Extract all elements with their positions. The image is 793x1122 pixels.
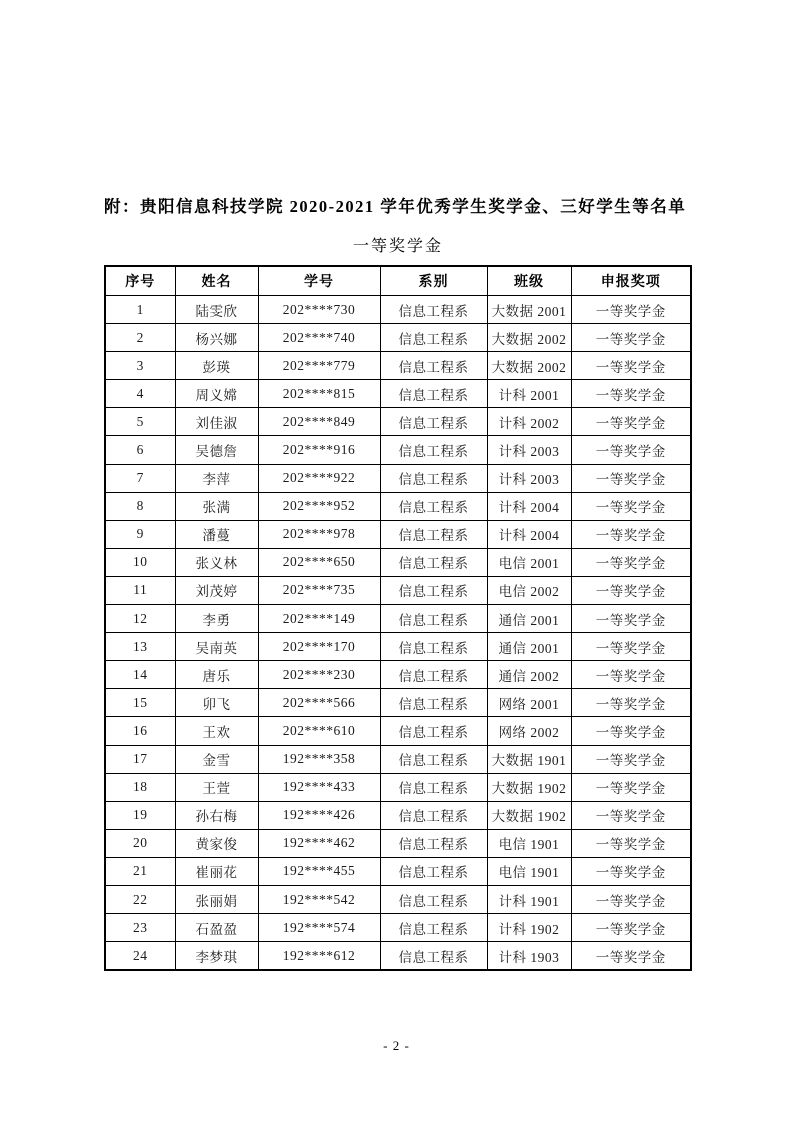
cell-student-id: 202****922 bbox=[258, 464, 380, 492]
cell-department: 信息工程系 bbox=[380, 857, 487, 885]
cell-name: 卯飞 bbox=[175, 689, 258, 717]
cell-name: 刘佳淑 bbox=[175, 408, 258, 436]
column-header-department: 系别 bbox=[380, 266, 487, 296]
cell-student-id: 192****542 bbox=[258, 885, 380, 913]
cell-class: 计科 2002 bbox=[487, 408, 571, 436]
cell-class: 网络 2002 bbox=[487, 717, 571, 745]
cell-index: 4 bbox=[105, 380, 175, 408]
cell-index: 19 bbox=[105, 801, 175, 829]
cell-index: 18 bbox=[105, 773, 175, 801]
cell-index: 7 bbox=[105, 464, 175, 492]
cell-class: 电信 2002 bbox=[487, 576, 571, 604]
cell-name: 彭瑛 bbox=[175, 352, 258, 380]
cell-index: 8 bbox=[105, 492, 175, 520]
cell-student-id: 202****735 bbox=[258, 576, 380, 604]
table-row bbox=[105, 352, 691, 380]
column-header-class: 班级 bbox=[487, 266, 571, 296]
cell-department: 信息工程系 bbox=[380, 296, 487, 324]
table-row bbox=[105, 857, 691, 885]
cell-department: 信息工程系 bbox=[380, 548, 487, 576]
cell-student-id: 202****815 bbox=[258, 380, 380, 408]
cell-student-id: 192****433 bbox=[258, 773, 380, 801]
cell-index: 13 bbox=[105, 633, 175, 661]
cell-index: 14 bbox=[105, 661, 175, 689]
column-header-award: 申报奖项 bbox=[571, 266, 691, 296]
table-row bbox=[105, 829, 691, 857]
cell-name: 潘蔓 bbox=[175, 520, 258, 548]
cell-student-id: 202****230 bbox=[258, 661, 380, 689]
cell-index: 17 bbox=[105, 745, 175, 773]
cell-index: 21 bbox=[105, 857, 175, 885]
cell-department: 信息工程系 bbox=[380, 942, 487, 971]
table-row bbox=[105, 492, 691, 520]
cell-index: 20 bbox=[105, 829, 175, 857]
cell-department: 信息工程系 bbox=[380, 436, 487, 464]
cell-award: 一等奖学金 bbox=[571, 717, 691, 745]
cell-award: 一等奖学金 bbox=[571, 773, 691, 801]
table-body bbox=[105, 296, 691, 971]
cell-name: 孙右梅 bbox=[175, 801, 258, 829]
cell-class: 大数据 2001 bbox=[487, 296, 571, 324]
cell-award: 一等奖学金 bbox=[571, 633, 691, 661]
cell-class: 通信 2002 bbox=[487, 661, 571, 689]
cell-award: 一等奖学金 bbox=[571, 885, 691, 913]
table-row bbox=[105, 548, 691, 576]
cell-index: 11 bbox=[105, 576, 175, 604]
cell-name: 陆雯欣 bbox=[175, 296, 258, 324]
cell-department: 信息工程系 bbox=[380, 661, 487, 689]
cell-award: 一等奖学金 bbox=[571, 408, 691, 436]
cell-index: 22 bbox=[105, 885, 175, 913]
cell-class: 计科 2001 bbox=[487, 380, 571, 408]
cell-class: 计科 1902 bbox=[487, 914, 571, 942]
cell-class: 电信 2001 bbox=[487, 548, 571, 576]
cell-name: 杨兴娜 bbox=[175, 324, 258, 352]
cell-class: 大数据 1901 bbox=[487, 745, 571, 773]
cell-award: 一等奖学金 bbox=[571, 605, 691, 633]
cell-student-id: 202****730 bbox=[258, 296, 380, 324]
cell-class: 计科 1903 bbox=[487, 942, 571, 971]
cell-name: 崔丽花 bbox=[175, 857, 258, 885]
cell-name: 王欢 bbox=[175, 717, 258, 745]
cell-student-id: 202****779 bbox=[258, 352, 380, 380]
cell-class: 通信 2001 bbox=[487, 605, 571, 633]
cell-department: 信息工程系 bbox=[380, 408, 487, 436]
cell-name: 黄家俊 bbox=[175, 829, 258, 857]
cell-index: 9 bbox=[105, 520, 175, 548]
table-row bbox=[105, 885, 691, 913]
cell-student-id: 202****740 bbox=[258, 324, 380, 352]
table-row bbox=[105, 605, 691, 633]
cell-award: 一等奖学金 bbox=[571, 661, 691, 689]
cell-department: 信息工程系 bbox=[380, 324, 487, 352]
table-row bbox=[105, 324, 691, 352]
cell-department: 信息工程系 bbox=[380, 520, 487, 548]
cell-index: 2 bbox=[105, 324, 175, 352]
cell-student-id: 202****916 bbox=[258, 436, 380, 464]
cell-department: 信息工程系 bbox=[380, 914, 487, 942]
cell-student-id: 202****610 bbox=[258, 717, 380, 745]
table-row bbox=[105, 520, 691, 548]
cell-index: 12 bbox=[105, 605, 175, 633]
cell-class: 大数据 1902 bbox=[487, 773, 571, 801]
table-row bbox=[105, 436, 691, 464]
cell-award: 一等奖学金 bbox=[571, 829, 691, 857]
table-row bbox=[105, 633, 691, 661]
cell-class: 大数据 2002 bbox=[487, 324, 571, 352]
cell-student-id: 202****849 bbox=[258, 408, 380, 436]
table-row bbox=[105, 464, 691, 492]
cell-index: 1 bbox=[105, 296, 175, 324]
cell-class: 电信 1901 bbox=[487, 829, 571, 857]
cell-department: 信息工程系 bbox=[380, 801, 487, 829]
cell-student-id: 192****462 bbox=[258, 829, 380, 857]
cell-name: 李勇 bbox=[175, 605, 258, 633]
table-row bbox=[105, 380, 691, 408]
cell-student-id: 202****952 bbox=[258, 492, 380, 520]
cell-student-id: 202****170 bbox=[258, 633, 380, 661]
cell-department: 信息工程系 bbox=[380, 633, 487, 661]
cell-award: 一等奖学金 bbox=[571, 857, 691, 885]
table-row bbox=[105, 773, 691, 801]
cell-name: 王萱 bbox=[175, 773, 258, 801]
cell-department: 信息工程系 bbox=[380, 689, 487, 717]
cell-student-id: 202****566 bbox=[258, 689, 380, 717]
document-title: 附：贵阳信息科技学院 2020-2021 学年优秀学生奖学金、三好学生等名单 bbox=[104, 197, 687, 216]
cell-class: 计科 2004 bbox=[487, 492, 571, 520]
cell-award: 一等奖学金 bbox=[571, 464, 691, 492]
cell-department: 信息工程系 bbox=[380, 885, 487, 913]
cell-department: 信息工程系 bbox=[380, 745, 487, 773]
cell-name: 刘茂婷 bbox=[175, 576, 258, 604]
cell-department: 信息工程系 bbox=[380, 492, 487, 520]
cell-student-id: 202****149 bbox=[258, 605, 380, 633]
page-number: - 2 - bbox=[383, 1038, 410, 1053]
table-row bbox=[105, 661, 691, 689]
cell-student-id: 192****455 bbox=[258, 857, 380, 885]
cell-award: 一等奖学金 bbox=[571, 520, 691, 548]
cell-index: 15 bbox=[105, 689, 175, 717]
cell-name: 吴南英 bbox=[175, 633, 258, 661]
cell-name: 周义嫦 bbox=[175, 380, 258, 408]
cell-index: 6 bbox=[105, 436, 175, 464]
cell-award: 一等奖学金 bbox=[571, 436, 691, 464]
column-header-name: 姓名 bbox=[175, 266, 258, 296]
cell-index: 24 bbox=[105, 942, 175, 971]
cell-award: 一等奖学金 bbox=[571, 324, 691, 352]
cell-department: 信息工程系 bbox=[380, 352, 487, 380]
table-row bbox=[105, 745, 691, 773]
table-row bbox=[105, 942, 691, 971]
table-row bbox=[105, 296, 691, 324]
scholarship-table bbox=[104, 265, 692, 971]
cell-student-id: 202****650 bbox=[258, 548, 380, 576]
cell-name: 吴德詹 bbox=[175, 436, 258, 464]
cell-class: 大数据 2002 bbox=[487, 352, 571, 380]
cell-class: 大数据 1902 bbox=[487, 801, 571, 829]
cell-department: 信息工程系 bbox=[380, 829, 487, 857]
column-header-student-id: 学号 bbox=[258, 266, 380, 296]
cell-student-id: 192****574 bbox=[258, 914, 380, 942]
cell-student-id: 192****358 bbox=[258, 745, 380, 773]
cell-award: 一等奖学金 bbox=[571, 548, 691, 576]
cell-name: 张义林 bbox=[175, 548, 258, 576]
cell-award: 一等奖学金 bbox=[571, 801, 691, 829]
cell-award: 一等奖学金 bbox=[571, 745, 691, 773]
cell-department: 信息工程系 bbox=[380, 380, 487, 408]
table-row bbox=[105, 576, 691, 604]
cell-class: 计科 2003 bbox=[487, 464, 571, 492]
cell-department: 信息工程系 bbox=[380, 717, 487, 745]
cell-department: 信息工程系 bbox=[380, 605, 487, 633]
cell-class: 电信 1901 bbox=[487, 857, 571, 885]
cell-award: 一等奖学金 bbox=[571, 352, 691, 380]
cell-name: 李梦琪 bbox=[175, 942, 258, 971]
cell-index: 23 bbox=[105, 914, 175, 942]
column-header-index: 序号 bbox=[105, 266, 175, 296]
table-row bbox=[105, 689, 691, 717]
table-row bbox=[105, 801, 691, 829]
table-row bbox=[105, 717, 691, 745]
cell-class: 计科 2003 bbox=[487, 436, 571, 464]
cell-class: 通信 2001 bbox=[487, 633, 571, 661]
cell-name: 唐乐 bbox=[175, 661, 258, 689]
cell-department: 信息工程系 bbox=[380, 576, 487, 604]
cell-student-id: 192****612 bbox=[258, 942, 380, 971]
cell-award: 一等奖学金 bbox=[571, 492, 691, 520]
section-subtitle: 一等奖学金 bbox=[352, 238, 443, 255]
cell-name: 张满 bbox=[175, 492, 258, 520]
cell-name: 金雪 bbox=[175, 745, 258, 773]
cell-department: 信息工程系 bbox=[380, 773, 487, 801]
cell-award: 一等奖学金 bbox=[571, 380, 691, 408]
table-row bbox=[105, 408, 691, 436]
table-row bbox=[105, 914, 691, 942]
cell-student-id: 202****978 bbox=[258, 520, 380, 548]
cell-index: 5 bbox=[105, 408, 175, 436]
cell-award: 一等奖学金 bbox=[571, 942, 691, 971]
cell-award: 一等奖学金 bbox=[571, 576, 691, 604]
table-header-row bbox=[105, 266, 691, 296]
cell-name: 石盈盈 bbox=[175, 914, 258, 942]
cell-class: 计科 1901 bbox=[487, 885, 571, 913]
cell-award: 一等奖学金 bbox=[571, 914, 691, 942]
cell-name: 张丽娟 bbox=[175, 885, 258, 913]
cell-class: 计科 2004 bbox=[487, 520, 571, 548]
cell-index: 16 bbox=[105, 717, 175, 745]
cell-index: 10 bbox=[105, 548, 175, 576]
cell-name: 李萍 bbox=[175, 464, 258, 492]
cell-class: 网络 2001 bbox=[487, 689, 571, 717]
cell-index: 3 bbox=[105, 352, 175, 380]
cell-award: 一等奖学金 bbox=[571, 296, 691, 324]
cell-award: 一等奖学金 bbox=[571, 689, 691, 717]
cell-student-id: 192****426 bbox=[258, 801, 380, 829]
cell-department: 信息工程系 bbox=[380, 464, 487, 492]
